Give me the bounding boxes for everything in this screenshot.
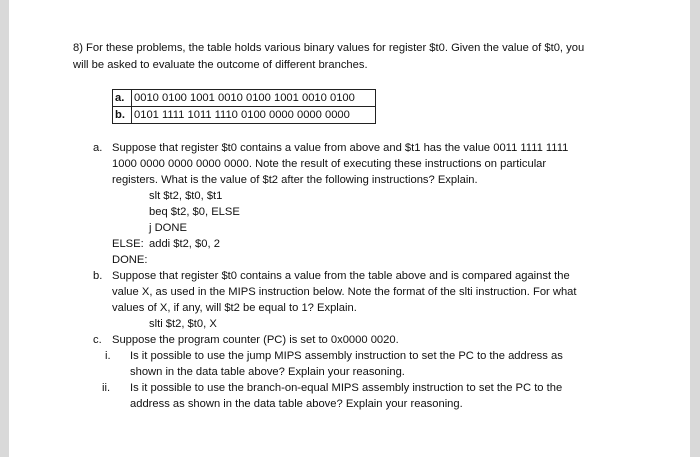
else-label: ELSE: [112,238,144,250]
code-line-slt: slt $t2, $t0, $t1 [149,190,223,202]
part-a-line-1: Suppose that register $t0 contains a value from above and $t1 has the value 0011 1111 1111 [112,142,569,154]
part-a-line-2: 1000 0000 0000 0000 0000. Note the result of executing these instructions on particular [112,158,547,170]
part-a-marker: a. [93,142,103,154]
row-label: a. [113,90,132,107]
part-a-line-3: registers. What is the value of $t2 after the following instructions? Explain. [112,174,478,186]
row-label: b. [113,107,132,124]
part-c-ii-line-2: address as shown in the data table above? Explain your reasoning. [130,398,463,410]
code-line-slti: slti $t2, $t0, X [149,318,217,330]
part-b-line-1: Suppose that register $t0 contains a value from the table above and is compared against the [112,270,570,282]
binary-value: 0101 1111 1011 1110 0100 0000 0000 0000 [132,107,376,124]
part-c-i-line-1: Is it possible to use the jump MIPS assembly instruction to set the PC to the address as [130,350,563,362]
question-intro-line-1: 8) For these problems, the table holds various binary values for register $t0. Given the value of $t0, you [73,42,585,54]
code-line-beq: beq $t2, $0, ELSE [149,206,240,218]
code-line-addi: addi $t2, $0, 2 [149,238,220,250]
part-c-i-marker: i. [105,350,111,362]
document-page [9,0,690,457]
part-b-line-3: values of X, if any, will $t2 be equal to 1? Explain. [112,302,357,314]
binary-value: 0010 0100 1001 0010 0100 1001 0010 0100 [132,90,376,107]
part-c-ii-line-1: Is it possible to use the branch-on-equal MIPS assembly instruction to set the PC to the [130,382,563,394]
part-c-i-line-2: shown in the data table above? Explain your reasoning. [130,366,405,378]
part-c-ii-marker: ii. [102,382,111,394]
part-c-line: Suppose the program counter (PC) is set to 0x0000 0020. [112,334,399,346]
table-row [113,107,376,124]
register-values-table [112,89,376,124]
code-line-j: j DONE [149,222,187,234]
part-b-marker: b. [93,270,103,282]
done-label: DONE: [112,254,148,266]
table-row [113,90,376,107]
part-b-line-2: value X, as used in the MIPS instruction below. Note the format of the slti instruction. For what [112,286,577,298]
part-c-marker: c. [93,334,102,346]
question-intro-line-2: will be asked to evaluate the outcome of different branches. [73,59,368,71]
